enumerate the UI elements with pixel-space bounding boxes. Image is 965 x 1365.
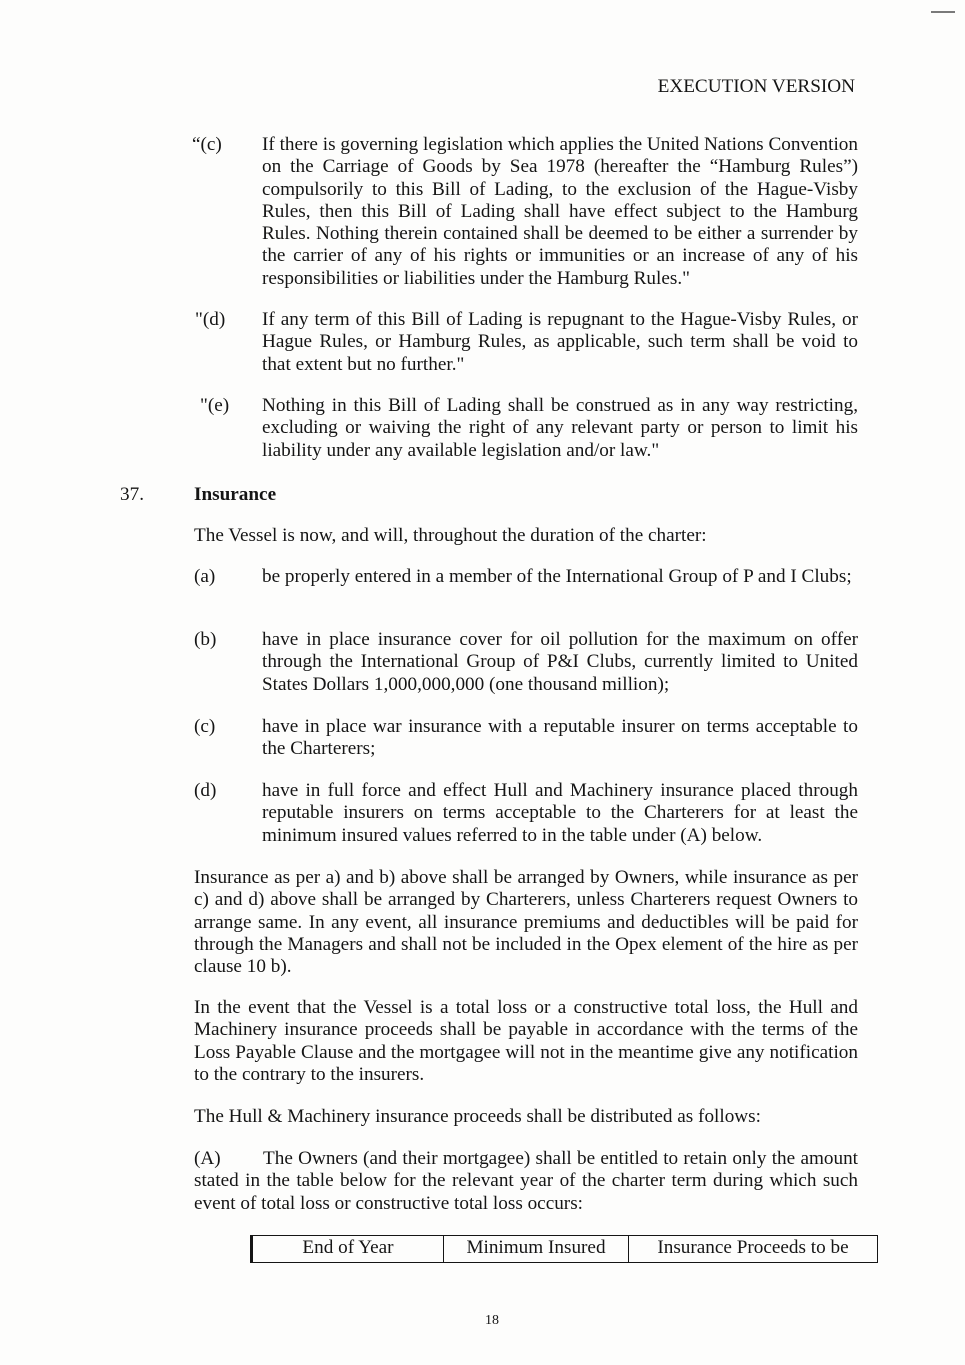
clause-label: "(e) xyxy=(200,395,230,416)
item-text: be properly entered in a member of the International Group of P and I Clubs; xyxy=(262,566,852,587)
distribution-paragraph: The Hull & Machinery insurance proceeds shall be distributed as follows: xyxy=(194,1106,761,1127)
page-number: 18 xyxy=(485,1313,499,1328)
clause-label: “(c) xyxy=(192,134,222,155)
item-label: (d) xyxy=(194,780,217,801)
clause-text: If any term of this Bill of Lading is repugnant to the Hague-Visby Rules, or Hague Rules, or Hamburg Rules, as applicable, such term shall be void to that extent but no further." xyxy=(262,309,858,375)
item-text: have in full force and effect Hull and Machinery insurance placed through reputable insurers on terms acceptable to the Charterers for at least the minimum insured values referred to in the table under (A) below. xyxy=(262,780,858,846)
table-header-minimum-insured: Minimum Insured xyxy=(444,1236,629,1262)
clause-a-paragraph xyxy=(194,1148,858,1215)
total-loss-paragraph: In the event that the Vessel is a total loss or a constructive total loss, the Hull and Machinery insurance proceeds shall be payable in accordance with the terms of the Loss Payable Clause and the mortgagee will not in the meantime give any notification to the contrary to the insurers. xyxy=(194,997,858,1085)
section-intro: The Vessel is now, and will, throughout the duration of the charter: xyxy=(194,525,707,546)
table-header-end-of-year: End of Year xyxy=(253,1236,444,1262)
item-label: (a) xyxy=(194,566,216,587)
clause-a-text: The Owners (and their mortgagee) shall be entitled to retain only the amount stated in the table below for the relevant year of the charter term during which such event of total loss or constructive total loss occurs: xyxy=(194,1148,858,1214)
execution-version-header: EXECUTION VERSION xyxy=(657,76,855,97)
item-text: have in place insurance cover for oil pollution for the maximum on offer through the International Group of P&I Clubs, currently limited to United States Dollars 1,000,000,000 (one thousand million); xyxy=(262,629,858,695)
clause-a-label: (A) xyxy=(194,1148,221,1169)
clause-text: Nothing in this Bill of Lading shall be construed as in any way restricting, excluding or waiving the right of any relevant party or person to limit his liability under any available legislation and/or law." xyxy=(262,395,858,461)
item-label: (c) xyxy=(194,716,216,737)
arrangement-paragraph: Insurance as per a) and b) above shall be arranged by Owners, while insurance as per c) and d) above shall be arranged by Charterers, unless Charterers request Owners to arrange same. In any event, all insurance premiums and deductibles will be paid for through the Managers and shall not be included in the Opex element of the hire as per clause 10 b). xyxy=(194,867,858,978)
item-label: (b) xyxy=(194,629,217,650)
clause-text: If there is governing legislation which applies the United Nations Convention on the Carriage of Goods by Sea 1978 (hereafter the “Hamburg Rules”) compulsorily to this Bill of Lading, to the exclusion of the Hague-Visby Rules, then this Bill of Lading shall have effect subject to the Hamburg Rules. Nothing therein contained shall be deemed to be either a surrender by the carrier of any of his rights or immunities or an increase of any of his responsibilities or liabilities under the Hamburg Rules." xyxy=(262,134,858,289)
section-title: Insurance xyxy=(194,484,277,505)
item-text: have in place war insurance with a reputable insurer on terms acceptable to the Charterers; xyxy=(262,716,858,760)
clause-label: "(d) xyxy=(195,309,226,330)
section-number: 37. xyxy=(120,484,144,505)
scan-mark xyxy=(931,11,955,13)
table-header-insurance-proceeds: Insurance Proceeds to be xyxy=(657,1237,849,1258)
insurance-table-header xyxy=(250,1235,878,1263)
